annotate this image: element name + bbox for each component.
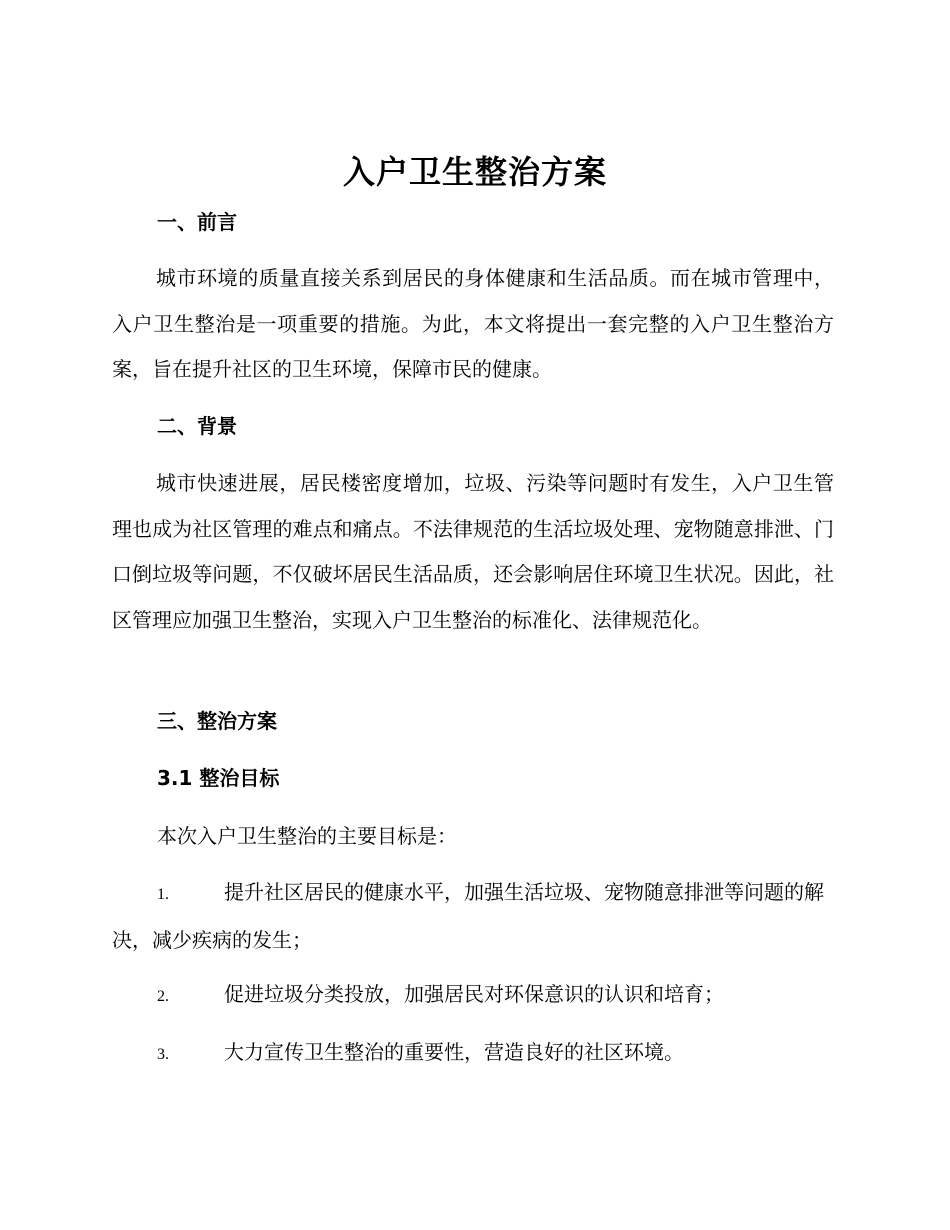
list-item-number: 3. (157, 1046, 169, 1063)
list-item (112, 1030, 834, 1078)
list-item-number: 1. (157, 886, 169, 903)
list-item-number: 2. (157, 988, 169, 1005)
section-heading-background: 二、背景 (157, 414, 237, 438)
list-item-text: 促进垃圾分类投放，加强居民对环保意识的认识和培育； (224, 982, 724, 1006)
list-item-text: 大力宣传卫生整治的重要性，营造良好的社区环境。 (224, 1040, 684, 1064)
paragraph-preface: 城市环境的质量直接关系到居民的身体健康和生活品质。而在城市管理中，入户卫生整治是一项重要的措施。为此，本文将提出一套完整的入户卫生整治方案，旨在提升社区的卫生环境，保障市民的健康。 (112, 266, 834, 381)
list-item-text: 提升社区居民的健康水平，加强生活垃圾、宠物随意排泄等问题的解决，减少疾病的发生； (112, 880, 824, 952)
document-title: 入户卫生整治方案 (342, 153, 607, 191)
section-heading-plan: 三、整治方案 (157, 709, 277, 733)
paragraph-background: 城市快速进展，居民楼密度增加，垃圾、污染等问题时有发生，入户卫生管理也成为社区管理的难点和痛点。不法律规范的生活垃圾处理、宠物随意排泄、门口倒垃圾等问题，不仅破坏居民生活品质，还会影响居住环境卫生状况。因此，社区管理应加强卫生整治，实现入户卫生整治的标准化、法律规范化。 (112, 471, 834, 632)
list-item (112, 870, 834, 963)
section-heading-preface: 一、前言 (157, 210, 237, 234)
subsection-heading-goals: 3.1 整治目标 (157, 766, 280, 790)
goals-intro: 本次入户卫生整治的主要目标是： (157, 824, 457, 848)
list-item (112, 972, 834, 1020)
